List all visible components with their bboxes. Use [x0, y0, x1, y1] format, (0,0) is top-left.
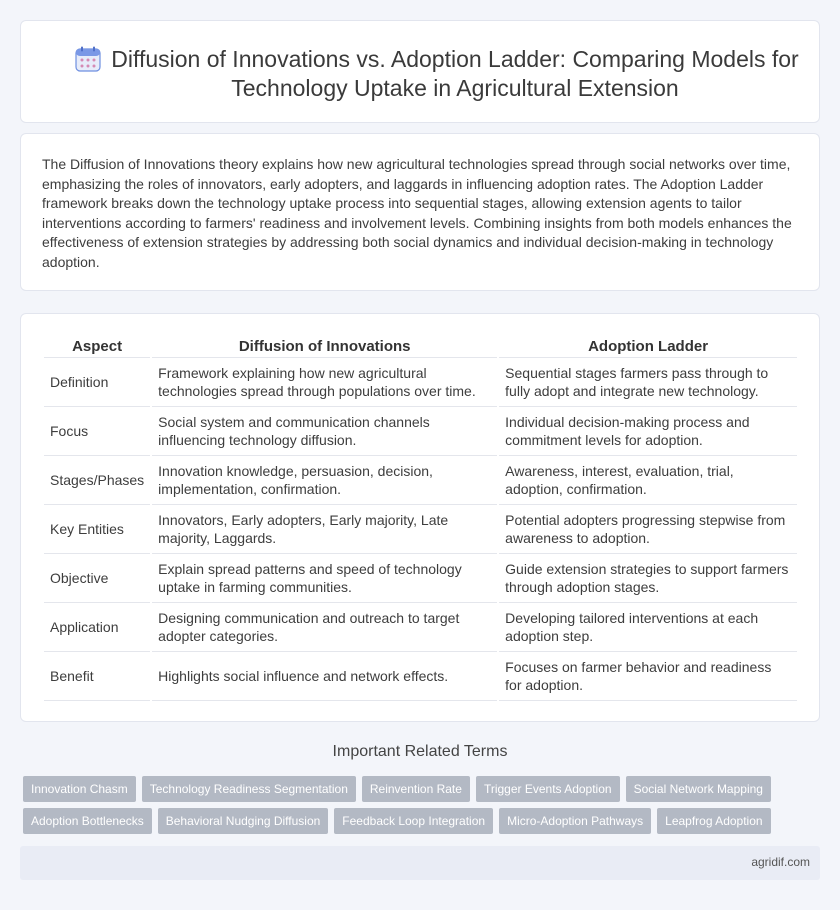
table-row: [44, 358, 797, 407]
row-ladder-value: Focuses on farmer behavior and readiness for adoption.: [499, 652, 797, 701]
table-row: [44, 505, 797, 554]
tag-row-1: [23, 776, 823, 802]
table-row: [44, 407, 797, 456]
tag-row-2: [23, 808, 823, 834]
page-title: Diffusion of Innovations vs. Adoption Ladder: Comparing Models for Technology Uptake in Agricultural Extension: [111, 46, 799, 101]
row-aspect: Application: [44, 603, 150, 652]
row-aspect: Definition: [44, 358, 150, 407]
tag-technology-readiness-segmentation[interactable]: Technology Readiness Segmentation: [142, 776, 356, 802]
header-card: [20, 20, 820, 123]
intro-card: [20, 133, 820, 291]
table-row: [44, 603, 797, 652]
row-diffusion-value: Framework explaining how new agricultural technologies spread through populations over time.: [152, 358, 497, 407]
row-ladder-value: Awareness, interest, evaluation, trial, adoption, confirmation.: [499, 456, 797, 505]
row-diffusion-value: Explain spread patterns and speed of technology uptake in farming communities.: [152, 554, 497, 603]
table-row: [44, 456, 797, 505]
row-ladder-value: Potential adopters progressing stepwise from awareness to adoption.: [499, 505, 797, 554]
column-header-diffusion: Diffusion of Innovations: [152, 334, 497, 358]
tag-reinvention-rate[interactable]: Reinvention Rate: [362, 776, 470, 802]
row-diffusion-value: Social system and communication channels influencing technology diffusion.: [152, 407, 497, 456]
tag-feedback-loop-integration[interactable]: Feedback Loop Integration: [334, 808, 493, 834]
row-ladder-value: Sequential stages farmers pass through to fully adopt and integrate new technology.: [499, 358, 797, 407]
column-header-ladder: Adoption Ladder: [499, 334, 797, 358]
comparison-table: [42, 334, 799, 701]
table-row: [44, 652, 797, 701]
row-diffusion-value: Highlights social influence and network effects.: [152, 652, 497, 701]
intro-paragraph: The Diffusion of Innovations theory explains how new agricultural technologies spread through social networks over time, emphasizing the roles of innovators, early adopters, and laggards in influencing adoption rates. The Adoption Ladder framework breaks down the technology uptake process into sequential stages, allowing extension agents to tailor interventions according to farmers' readiness and involvement levels. Combining insights from both models enhances the effectiveness of extension strategies by addressing both social dynamics and individual decision-making in technology adoption.: [42, 156, 792, 270]
tag-behavioral-nudging-diffusion[interactable]: Behavioral Nudging Diffusion: [158, 808, 329, 834]
row-aspect: Benefit: [44, 652, 150, 701]
row-aspect: Focus: [44, 407, 150, 456]
tag-trigger-events-adoption[interactable]: Trigger Events Adoption: [476, 776, 620, 802]
row-aspect: Stages/Phases: [44, 456, 150, 505]
row-diffusion-value: Innovation knowledge, persuasion, decision, implementation, confirmation.: [152, 456, 497, 505]
tag-micro-adoption-pathways[interactable]: Micro-Adoption Pathways: [499, 808, 651, 834]
tag-adoption-bottlenecks[interactable]: Adoption Bottlenecks: [23, 808, 152, 834]
row-aspect: Key Entities: [44, 505, 150, 554]
row-ladder-value: Developing tailored interventions at each adoption step.: [499, 603, 797, 652]
row-ladder-value: Individual decision-making process and commitment levels for adoption.: [499, 407, 797, 456]
related-terms-heading: Important Related Terms: [332, 743, 508, 760]
row-diffusion-value: Innovators, Early adopters, Early majority, Late majority, Laggards.: [152, 505, 497, 554]
row-diffusion-value: Designing communication and outreach to target adopter categories.: [152, 603, 497, 652]
row-ladder-value: Guide extension strategies to support farmers through adoption stages.: [499, 554, 797, 603]
comparison-table-card: [20, 313, 820, 722]
column-header-aspect: Aspect: [44, 334, 150, 358]
row-aspect: Objective: [44, 554, 150, 603]
related-terms-tags: [23, 776, 823, 840]
table-row: [44, 554, 797, 603]
tag-innovation-chasm[interactable]: Innovation Chasm: [23, 776, 136, 802]
calendar-icon: [75, 46, 101, 72]
table-header-row: [44, 334, 797, 358]
tag-social-network-mapping[interactable]: Social Network Mapping: [626, 776, 771, 802]
footer: [20, 846, 820, 880]
footer-site-link[interactable]: agridif.com: [751, 855, 810, 869]
tag-leapfrog-adoption[interactable]: Leapfrog Adoption: [657, 808, 770, 834]
